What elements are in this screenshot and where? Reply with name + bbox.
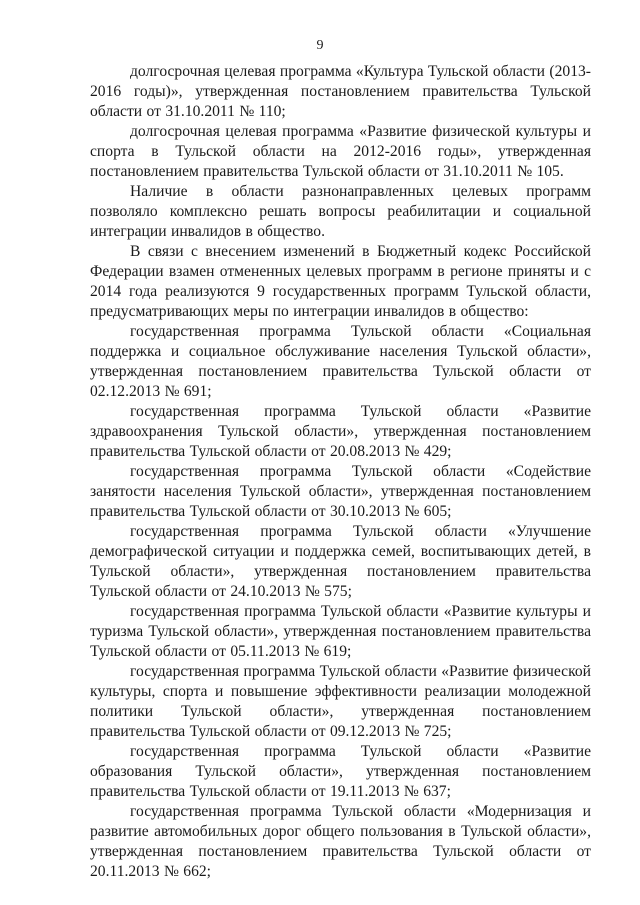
paragraph-sport-program-2011: долгосрочная целевая программа «Развитие физической культуры и спорта в Тульской области на 2012-2016 годы», утвержденная постановлением правительства Тульской области от 31.10.2011 № 105.	[90, 123, 591, 180]
paragraph-integration-summary: Наличие в области разнонаправленных целевых программ позволяло комплексно решать вопросы реабилитации и социальной интеграции инвалидов в общество.	[90, 183, 591, 240]
paragraph-education-program: государственная программа Тульской области «Развитие образования Тульской области», утвержденная постановлением правительства Тульской области от 19.11.2013 № 637;	[90, 743, 591, 800]
document-body	[90, 62, 591, 882]
paragraph-sport-youth-program: государственная программа Тульской области «Развитие физической культуры, спорта и повышение эффективности реализации молодежной политики Тульской области», утвержденная постановлением правительства Тульской области от 09.12.2013 № 725;	[90, 663, 591, 740]
paragraph-demography-program: государственная программа Тульской области «Улучшение демографической ситуации и поддержка семей, воспитывающих детей, в Тульской области», утвержденная постановлением правительства Тульской области от 24.10.2013 № 575;	[90, 523, 591, 600]
paragraph-roads-program: государственная программа Тульской области «Модернизация и развитие автомобильных дорог общего пользования в Тульской области», утвержденная постановлением правительства Тульской области от 20.11.2013 № 662;	[90, 803, 591, 880]
paragraph-employment-program: государственная программа Тульской области «Содействие занятости населения Тульской области», утвержденная постановлением правительства Тульской области от 30.10.2013 № 605;	[90, 463, 591, 520]
paragraph-social-support-program: государственная программа Тульской области «Социальная поддержка и социальное обслуживание населения Тульской области», утвержденная постановлением правительства Тульской области от 02.12.2013 № 691;	[90, 323, 591, 400]
paragraph-culture-tourism-program: государственная программа Тульской области «Развитие культуры и туризма Тульской области», утвержденная постановлением правительства Тульской области от 05.11.2013 № 619;	[90, 603, 591, 660]
paragraph-budget-code-intro: В связи с внесением изменений в Бюджетный кодекс Российской Федерации взамен отмененных целевых программ в регионе приняты и с 2014 года реализуются 9 государственных программ Тульской области, предусматривающих меры по интеграции инвалидов в общество:	[90, 243, 591, 320]
paragraph-healthcare-program: государственная программа Тульской области «Развитие здравоохранения Тульской области», утвержденная постановлением правительства Тульской области от 20.08.2013 № 429;	[90, 403, 591, 460]
page-number: 9	[316, 38, 324, 53]
paragraph-culture-program-2011: долгосрочная целевая программа «Культура Тульской области (2013-2016 годы)», утвержденная постановлением правительства Тульской области от 31.10.2011 № 110;	[90, 63, 591, 120]
